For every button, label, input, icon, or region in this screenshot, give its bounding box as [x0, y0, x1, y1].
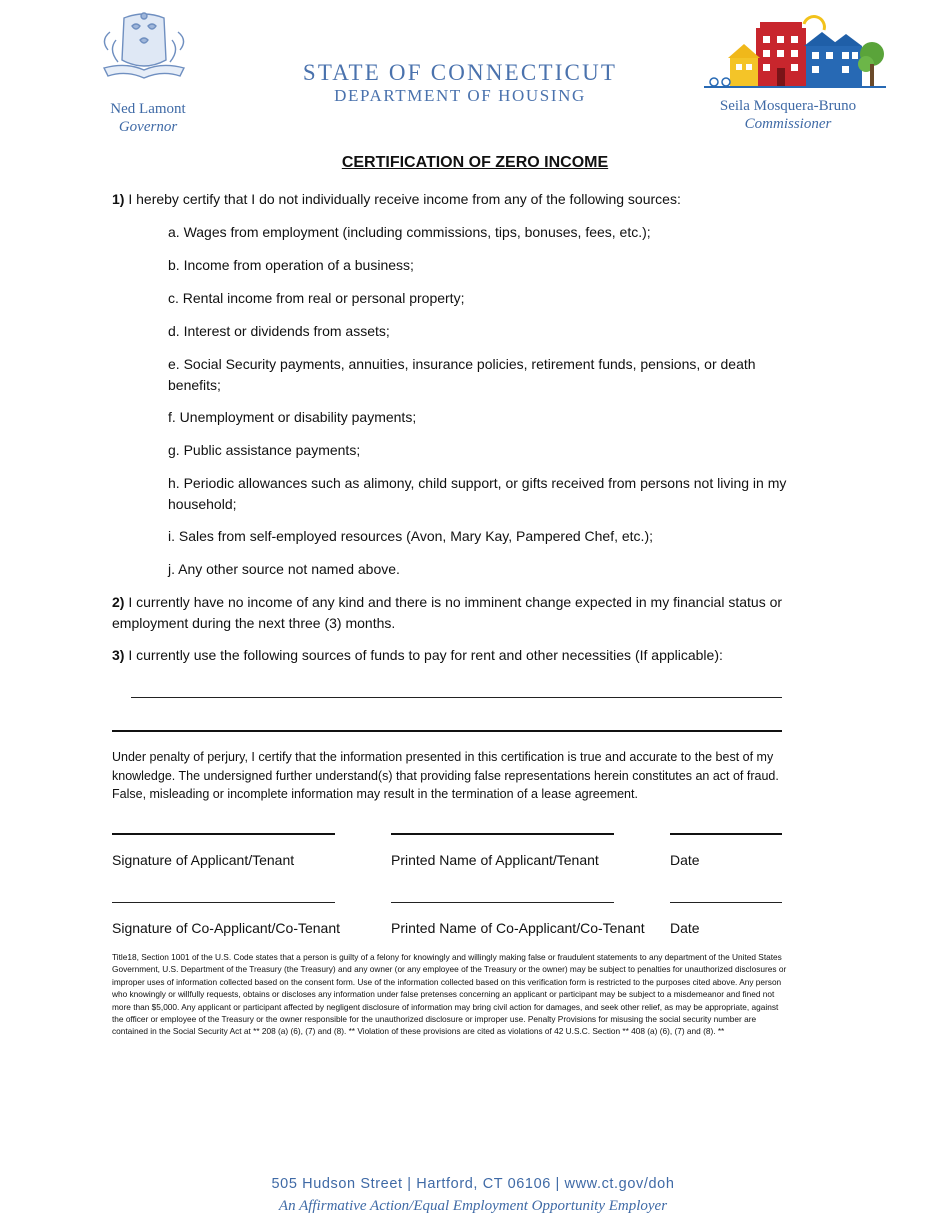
section-3-number: 3) — [112, 647, 125, 663]
section-2-number: 2) — [112, 594, 125, 610]
coapplicant-signature-label: Signature of Co-Applicant/Co-Tenant — [112, 920, 341, 936]
income-source-item: c. Rental income from real or personal property; — [168, 290, 465, 306]
coapplicant-printed-name-field[interactable] — [391, 902, 614, 903]
coapplicant-signature-field[interactable] — [112, 902, 335, 903]
commissioner-block — [700, 97, 876, 133]
section-1-number: 1) — [112, 191, 125, 207]
coapplicant-date-field[interactable] — [670, 902, 782, 903]
section-3-text: I currently use the following sources of funds to pay for rent and other necessities (If applicable): — [124, 647, 723, 663]
applicant-signature-label: Signature of Applicant/Tenant — [112, 852, 295, 868]
coapplicant-date-label: Date — [670, 920, 700, 936]
income-source-item: e. Social Security payments, annuities, insurance policies, retirement funds, pensions, or death benefits; — [168, 356, 756, 393]
income-source-item: f. Unemployment or disability payments; — [168, 409, 417, 425]
state-seal-icon — [96, 10, 192, 90]
income-source-item: a. Wages from employment (including commissions, tips, bonuses, fees, etc.); — [168, 224, 651, 240]
funds-sources-field[interactable] — [131, 697, 782, 698]
applicant-printed-name-field[interactable] — [391, 833, 614, 835]
income-source-item: g. Public assistance payments; — [168, 442, 361, 458]
section-2-text: I currently have no income of any kind and there is no imminent change expected in my financial status or employment during the next three (3) months. — [112, 594, 783, 631]
governor-block — [88, 100, 208, 136]
footer-address: 505 Hudson Street | Hartford, CT 06106 | www.ct.gov/doh — [271, 1176, 675, 1192]
income-source-item: b. Income from operation of a business; — [168, 257, 414, 273]
income-source-item: i. Sales from self-employed resources (Avon, Mary Kay, Pampered Chef, etc.); — [168, 528, 654, 544]
income-source-item: h. Periodic allowances such as alimony, child support, or gifts received from persons not living in my household; — [168, 475, 787, 512]
applicant-signature-field[interactable] — [112, 833, 335, 835]
applicant-printed-name-label: Printed Name of Applicant/Tenant — [391, 852, 599, 868]
governor-name: Ned Lamont — [110, 101, 186, 117]
commissioner-title: Commissioner — [744, 116, 832, 132]
section-1-statement — [112, 189, 792, 210]
department-header — [250, 60, 670, 106]
section-3-statement — [112, 645, 792, 666]
section-divider — [112, 730, 782, 732]
income-source-item: d. Interest or dividends from assets; — [168, 323, 390, 339]
applicant-date-label: Date — [670, 852, 700, 868]
income-source-item: j. Any other source not named above. — [168, 561, 400, 577]
applicant-date-field[interactable] — [670, 833, 782, 835]
state-name: STATE OF CONNECTICUT — [302, 60, 618, 85]
document-title: CERTIFICATION OF ZERO INCOME — [341, 154, 609, 171]
legal-notice: Title18, Section 1001 of the U.S. Code states that a person is guilty of a felony for knowingly and willingly making false or fraudulent statements to any department of the United States Government, U.S. Department of the Treasury (the Treasury) and any owner (or any employee of the Treasury or the owner) may be subject to penalties for unauthorized disclosures or improper uses of information collected based on the consent form. Use of the information collected based on this verification form is restricted to the purposes cited above. Any person who knowingly or willfully requests, obtains or discloses any information under false pretenses concerning an applicant or participant may be subject to a misdemeanor and fined not more than $5,000. Any applicant or participant affected by negligent disclosure of information may bring civil action for damages, and seek other relief, as may be appropriate, against the officer or employee of the Treasury or the owner responsible for the unauthorized disclosure or improper use. Penalty Provisions for misusing the social security number are contained in the Social Security Act at ** 208 (a) (6), (7) and (8). ** Violation of these provisions are cited as violations of 42 U.S.C. Section ** 408 (a) (6), (7) and (8). ** — [112, 952, 787, 1037]
section-1-text: I hereby certify that I do not individually receive income from any of the following sources: — [124, 191, 681, 207]
commissioner-name: Seila Mosquera-Bruno — [719, 98, 857, 114]
footer-eeo-statement: An Affirmative Action/Equal Employment Opportunity Employer — [278, 1198, 668, 1214]
perjury-statement: Under penalty of perjury, I certify that the information presented in this certification is true and accurate to the best of my knowledge. The undersigned further understand(s) that providing false representations herein constitutes an act of fraud. False, misleading or incomplete information may result in the termination of a lease agreement. — [112, 750, 779, 802]
governor-title: Governor — [118, 119, 178, 135]
coapplicant-printed-name-label: Printed Name of Co-Applicant/Co-Tenant — [391, 920, 645, 936]
section-2-statement — [112, 592, 792, 633]
houses-logo-icon — [700, 10, 890, 90]
department-name: DEPARTMENT OF HOUSING — [334, 86, 586, 105]
